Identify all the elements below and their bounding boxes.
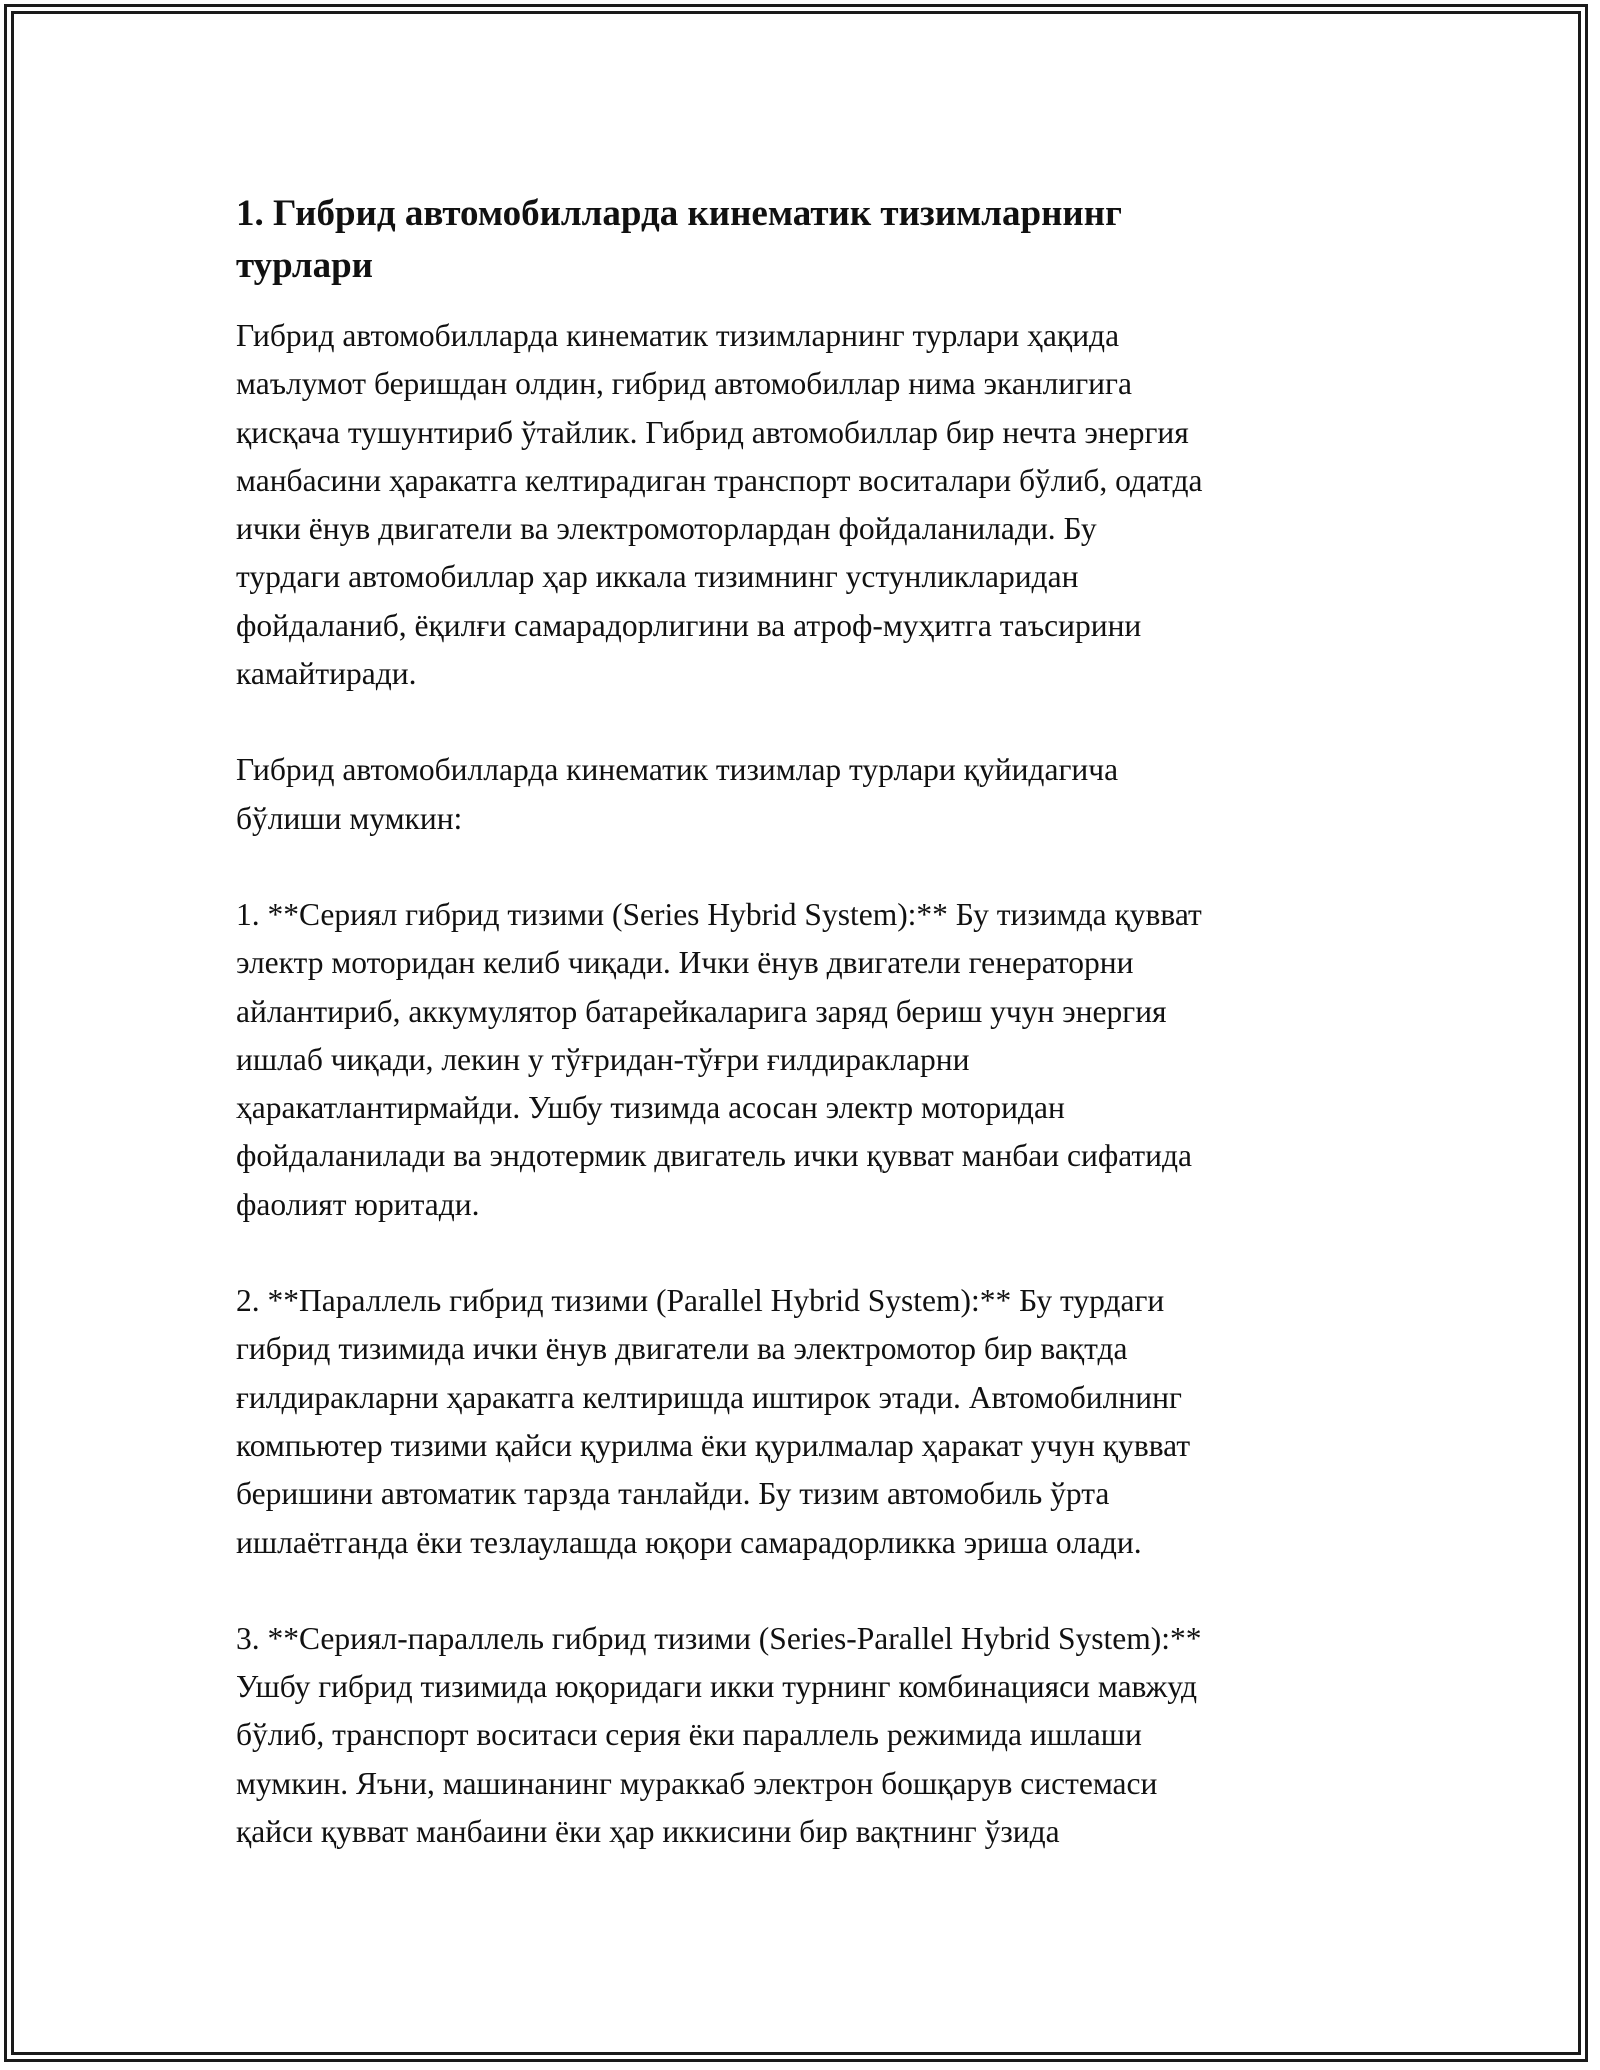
series-parallel-hybrid-paragraph: 3. **Сериял-параллель гибрид тизими (Series-Parallel Hybrid System):** Ушбу гибрид тизимида юқоридаги икки турнинг комбинацияси мавжуд бўлиб, транспорт воситаси серия ёки параллель режимида ишлаши мумкин. Яъни, машинанинг мураккаб электрон бошқарув системаси қайси қувват манбаини ёки ҳар иккисини бир вақтнинг ўзида — [236, 1620, 1202, 1850]
intro-paragraph: Гибрид автомобилларда кинематик тизимларнинг турлари ҳақида маълумот беришдан олдин, гибрид автомобиллар нима эканлигига қисқача тушунтириб ўтайлик. Гибрид автомобиллар бир нечта энергия манбасини ҳаракатга келтирадиган транспорт воситалари бўлиб, одатда ички ёнув двигатели ва электромоторлардан фойдаланилади. Бу турдаги автомобиллар ҳар иккала тизимнинг устунликларидан фойдаланиб, ёқилғи самарадорлигини ва атроф-муҳитга таъсирини камайтиради. — [236, 318, 1203, 692]
document-body — [236, 188, 1366, 1856]
document-title: 1. Гибрид автомобилларда кинематик тизимларнинг турлари — [236, 193, 1122, 286]
parallel-hybrid-paragraph: 2. **Параллель гибрид тизими (Parallel Hybrid System):** Бу турдаги гибрид тизимида ички ёнув двигатели ва электромотор бир вақтда ғилдиракларни ҳаракатга келтиришда иштирок этади. Автомобилнинг компьютер тизими қайси қурилма ёки қурилмалар ҳаракат учун қувват беришини автоматик тарзда танлайди. Бу тизим автомобиль ўрта ишлаётганда ёки тезлаулашда юқори самарадорликка эриша олади. — [236, 1283, 1191, 1560]
types-intro-paragraph: Гибрид автомобилларда кинематик тизимлар турлари қуйидагича бўлиши мумкин: — [236, 752, 1119, 836]
series-hybrid-paragraph: 1. **Сериял гибрид тизими (Series Hybrid System):** Бу тизимда қувват электр моторидан келиб чиқади. Ички ёнув двигатели генераторни айлантириб, аккумулятор батарейкаларига заряд бериш учун энергия ишлаб чиқади, лекин у тўғридан-тўғри ғилдиракларни ҳаракатлантирмайди. Ушбу тизимда асосан электр моторидан фойдаланилади ва эндотермик двигатель ички қувват манбаи сифатида фаолият юритади. — [236, 896, 1202, 1222]
